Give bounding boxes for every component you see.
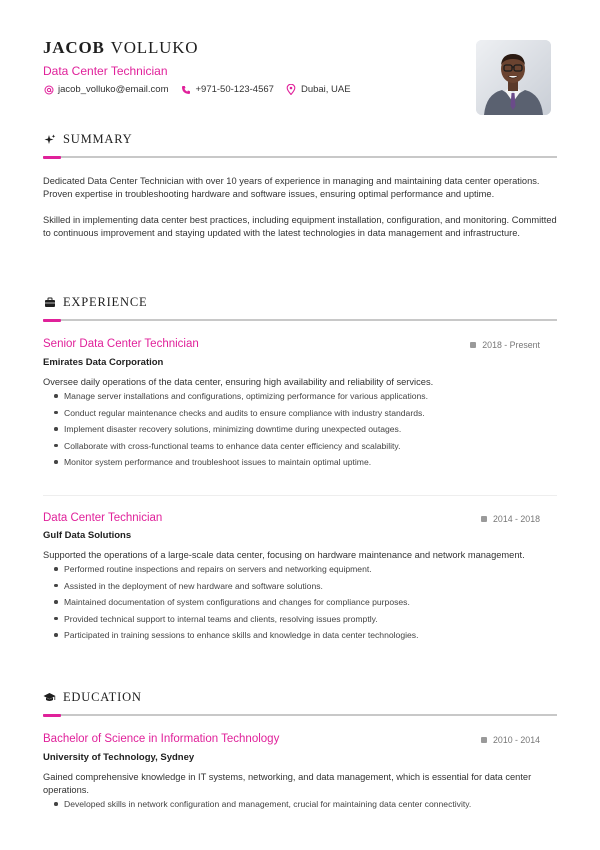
first-name: JACOB bbox=[43, 38, 105, 57]
job-2-company: Gulf Data Solutions bbox=[43, 530, 132, 541]
at-icon bbox=[43, 84, 54, 95]
experience-rule bbox=[43, 319, 557, 321]
list-item: Manage server installations and configurations, optimizing performance for various applications. bbox=[54, 389, 554, 406]
list-item: Performed routine inspections and repairs on servers and networking equipment. bbox=[54, 562, 554, 579]
list-item: Developed skills in network configuration and management, crucial for maintaining data center connectivity. bbox=[54, 797, 554, 814]
calendar-icon bbox=[470, 342, 476, 348]
location-pin-icon bbox=[286, 84, 297, 95]
education-date bbox=[481, 735, 540, 745]
list-item: Maintained documentation of system configurations and changes for compliance purposes. bbox=[54, 595, 554, 612]
job-2-date bbox=[481, 514, 540, 524]
list-item: Assisted in the deployment of new hardware and software solutions. bbox=[54, 579, 554, 596]
calendar-icon bbox=[481, 516, 487, 522]
list-item: Provided technical support to internal teams and clients, resolving issues promptly. bbox=[54, 612, 554, 629]
education-title: EDUCATION bbox=[63, 690, 142, 704]
list-item: Monitor system performance and troubleshoot issues to maintain optimal uptime. bbox=[54, 455, 554, 472]
education-heading bbox=[43, 690, 142, 705]
list-item: Participated in training sessions to enhance skills and knowledge in data center technologies. bbox=[54, 628, 554, 645]
contact-phone-text: +971-50-123-4567 bbox=[195, 84, 274, 95]
list-item: Conduct regular maintenance checks and audits to ensure compliance with industry standards. bbox=[54, 406, 554, 423]
job-role: Data Center Technician bbox=[43, 64, 168, 78]
job-1-title: Senior Data Center Technician bbox=[43, 338, 199, 350]
summary-paragraph-2: Skilled in implementing data center best practices, including equipment installation, configuration, and monitoring. Committed to continuous improvement and staying updated with the latest technologies in data management and infrastructure. bbox=[43, 215, 557, 238]
graduation-cap-icon bbox=[43, 691, 56, 704]
experience-title: EXPERIENCE bbox=[63, 295, 148, 309]
summary-title: SUMMARY bbox=[63, 132, 133, 146]
job-2-date-text: 2014 - 2018 bbox=[493, 514, 540, 524]
job-1-date bbox=[470, 340, 540, 350]
job-divider bbox=[43, 495, 557, 496]
education-date-text: 2010 - 2014 bbox=[493, 735, 540, 745]
calendar-icon bbox=[481, 737, 487, 743]
education-rule bbox=[43, 714, 557, 716]
contact-list bbox=[43, 84, 363, 95]
education-school: University of Technology, Sydney bbox=[43, 752, 195, 763]
contact-phone[interactable] bbox=[181, 84, 274, 95]
job-2-bullets bbox=[54, 562, 554, 645]
briefcase-icon bbox=[43, 296, 56, 309]
contact-email[interactable] bbox=[43, 84, 169, 95]
job-1-description: Oversee daily operations of the data center, ensuring high availability and reliability of services. bbox=[43, 377, 434, 387]
contact-email-text: jacob_volluko@email.com bbox=[58, 84, 169, 95]
sparkle-icon bbox=[43, 133, 56, 146]
list-item: Implement disaster recovery solutions, minimizing downtime during unexpected outages. bbox=[54, 422, 554, 439]
summary-heading bbox=[43, 132, 133, 147]
experience-heading bbox=[43, 295, 147, 310]
education-degree: Bachelor of Science in Information Technology bbox=[43, 733, 280, 745]
list-item: Collaborate with cross-functional teams to enhance data center efficiency and scalability. bbox=[54, 439, 554, 456]
education-description: Gained comprehensive knowledge in IT systems, networking, and data management, which is essential for data center operations. bbox=[43, 772, 532, 795]
profile-photo bbox=[476, 40, 551, 115]
job-2-description: Supported the operations of a large-scale data center, focusing on hardware maintenance and network management. bbox=[43, 550, 525, 560]
rule-accent bbox=[43, 714, 61, 717]
rule-accent bbox=[43, 319, 61, 322]
summary-paragraph-1: Dedicated Data Center Technician with over 10 years of experience in managing and maintaining data center operations. Proven expertise in troubleshooting hardware and software issues, ensuring optimal performance and uptime. bbox=[43, 176, 540, 199]
last-name: VOLLUKO bbox=[110, 38, 199, 57]
job-1-date-text: 2018 - Present bbox=[482, 340, 540, 350]
contact-location bbox=[286, 84, 351, 95]
job-2-title: Data Center Technician bbox=[43, 512, 163, 524]
phone-icon bbox=[181, 84, 192, 95]
job-1-company: Emirates Data Corporation bbox=[43, 357, 164, 368]
candidate-name bbox=[43, 38, 198, 58]
contact-location-text: Dubai, UAE bbox=[300, 84, 351, 95]
summary-rule bbox=[43, 156, 557, 158]
job-1-bullets bbox=[54, 389, 554, 472]
education-bullets bbox=[54, 797, 554, 814]
rule-accent bbox=[43, 156, 61, 159]
